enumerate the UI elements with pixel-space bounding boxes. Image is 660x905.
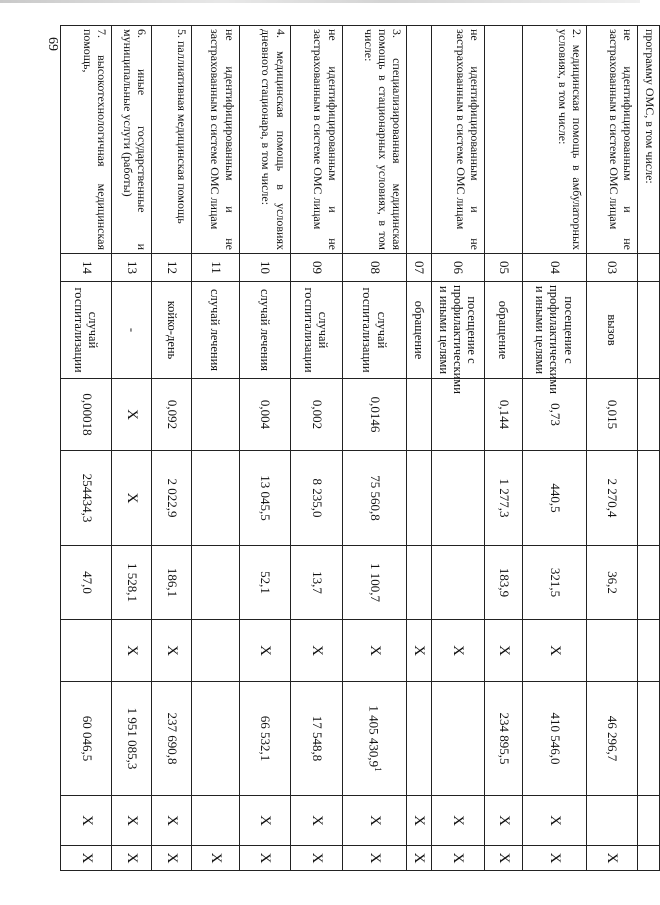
row-col7 (61, 620, 112, 682)
row-unit: посещение с профилактическими и иными целями (522, 282, 586, 379)
row-col7 (191, 620, 239, 682)
table-row (342, 26, 406, 871)
row-unit: койко-день (151, 282, 191, 379)
row-col10: X (586, 846, 637, 871)
row-col9: X (431, 796, 484, 846)
table-row (290, 26, 342, 871)
table-row (637, 26, 659, 871)
row-unit: случай госпитализации (61, 282, 112, 379)
row-col10: X (484, 846, 522, 871)
row-unit: вызов (586, 282, 637, 379)
row-code: 08 (342, 254, 406, 282)
row-norm: 0,002 (290, 379, 342, 451)
row-cost-per-unit: 440,5 (522, 451, 586, 546)
row-name: 5. паллиативная медицинская помощь (151, 26, 191, 254)
table-row (522, 26, 586, 871)
table-row (239, 26, 290, 871)
row-col7: X (290, 620, 342, 682)
row-col7: X (431, 620, 484, 682)
row-norm: 0,73 (522, 379, 586, 451)
row-cost-per-capita (191, 546, 239, 620)
row-norm: 0,00018 (61, 379, 112, 451)
row-cost-per-unit: 1 277,3 (484, 451, 522, 546)
row-unit: - (112, 282, 152, 379)
row-name: 2. медицинская помощь в амбулаторных условиях, в том числе: (522, 26, 586, 254)
row-unit: случай лечения (239, 282, 290, 379)
row-total: 60 046,5 (61, 682, 112, 796)
row-name: не идентифицированным и не застрахованным в системе ОМС лицам (191, 26, 239, 254)
row-col9: X (406, 796, 431, 846)
row-total: 46 296,7 (586, 682, 637, 796)
row-code: 12 (151, 254, 191, 282)
table-row (61, 26, 112, 871)
row-norm: X (112, 379, 152, 451)
row-col7 (586, 620, 637, 682)
row-code: 06 (431, 254, 484, 282)
row-total: 1 951 085,3 (112, 682, 152, 796)
row-col7: X (406, 620, 431, 682)
row-cost-per-unit: 2 270,4 (586, 451, 637, 546)
row-col7: X (484, 620, 522, 682)
row-col9: X (239, 796, 290, 846)
row-cost-per-capita (431, 546, 484, 620)
row-norm (191, 379, 239, 451)
row-cost-per-capita: 13,7 (290, 546, 342, 620)
row-norm: 0,092 (151, 379, 191, 451)
table-row (431, 26, 484, 871)
row-cost-per-capita (406, 546, 431, 620)
row-cost-per-unit (191, 451, 239, 546)
row-unit: посещение с профилактическими и иными целями (431, 282, 484, 379)
row-col7 (637, 620, 659, 682)
row-total (406, 682, 431, 796)
row-unit: случай госпитализации (290, 282, 342, 379)
row-cost-per-unit: 8 235,0 (290, 451, 342, 546)
row-col7: X (239, 620, 290, 682)
row-code: 09 (290, 254, 342, 282)
row-total: 234 895,5 (484, 682, 522, 796)
row-col9: X (151, 796, 191, 846)
row-total: 1 405 430,9$^1$ (342, 682, 406, 796)
row-norm (637, 379, 659, 451)
row-code: 05 (484, 254, 522, 282)
row-cost-per-capita: 36,2 (586, 546, 637, 620)
row-name (484, 26, 522, 254)
row-col9: X (61, 796, 112, 846)
row-norm: 0,015 (586, 379, 637, 451)
row-col7: X (522, 620, 586, 682)
row-code: 10 (239, 254, 290, 282)
row-col7: X (151, 620, 191, 682)
row-total: 17 548,8 (290, 682, 342, 796)
row-cost-per-unit: 254434,3 (61, 451, 112, 546)
row-name: не идентифицированным и не застрахованным в системе ОМС лицам (586, 26, 637, 254)
row-cost-per-capita: 47,0 (61, 546, 112, 620)
table-row (406, 26, 431, 871)
row-name: программу ОМС, в том числе: (637, 26, 659, 254)
row-total (637, 682, 659, 796)
row-total (431, 682, 484, 796)
row-cost-per-capita: 183,9 (484, 546, 522, 620)
row-code: 07 (406, 254, 431, 282)
financing-table (60, 25, 660, 871)
row-name: 7. высокотехнологичная медицинская помощь, (61, 26, 112, 254)
row-col10: X (61, 846, 112, 871)
row-name: 4. медицинская помощь в условиях дневного стационара, в том числе: (239, 26, 290, 254)
row-norm: 0,0146 (342, 379, 406, 451)
row-col9 (637, 796, 659, 846)
row-code: 03 (586, 254, 637, 282)
row-col9: X (484, 796, 522, 846)
row-code: 11 (191, 254, 239, 282)
row-cost-per-capita (637, 546, 659, 620)
row-code: 13 (112, 254, 152, 282)
table-row (484, 26, 522, 871)
row-unit: случай госпитализации (342, 282, 406, 379)
row-col10: X (290, 846, 342, 871)
row-cost-per-unit (406, 451, 431, 546)
row-unit: обращение (406, 282, 431, 379)
row-col9 (586, 796, 637, 846)
row-cost-per-unit: 13 045,5 (239, 451, 290, 546)
row-name (406, 26, 431, 254)
row-total (191, 682, 239, 796)
row-col10: X (239, 846, 290, 871)
row-norm: 0,144 (484, 379, 522, 451)
row-cost-per-capita: 1 528,1 (112, 546, 152, 620)
row-col9: X (522, 796, 586, 846)
row-col10: X (406, 846, 431, 871)
row-name: 3. специализированная медицинская помощь в стационарных условиях, в том числе: (342, 26, 406, 254)
row-col10: X (191, 846, 239, 871)
row-cost-per-unit (637, 451, 659, 546)
row-cost-per-capita: 1 100,7 (342, 546, 406, 620)
row-unit (637, 282, 659, 379)
row-unit: обращение (484, 282, 522, 379)
page-number: 69 (45, 37, 60, 51)
row-code: 14 (61, 254, 112, 282)
row-cost-per-unit (431, 451, 484, 546)
row-cost-per-unit: X (112, 451, 152, 546)
row-norm (406, 379, 431, 451)
row-code (637, 254, 659, 282)
footnote-marker: 1 (372, 767, 383, 772)
row-code: 04 (522, 254, 586, 282)
row-cost-per-capita: 186,1 (151, 546, 191, 620)
row-col10: X (112, 846, 152, 871)
row-cost-per-unit: 2 022,9 (151, 451, 191, 546)
table-row (191, 26, 239, 871)
scan-edge-artifact (0, 0, 640, 3)
table-row (586, 26, 637, 871)
row-col9: X (290, 796, 342, 846)
row-cost-per-capita: 321,5 (522, 546, 586, 620)
row-col10: X (151, 846, 191, 871)
row-col10 (637, 846, 659, 871)
row-col10: X (431, 846, 484, 871)
row-name: не идентифицированным и не застрахованным в системе ОМС лицам (431, 26, 484, 254)
row-unit: случай лечения (191, 282, 239, 379)
row-total: 237 690,8 (151, 682, 191, 796)
row-name: 6. иные государственные и муниципальные услуги (работы) (112, 26, 152, 254)
table-row (112, 26, 152, 871)
row-cost-per-capita: 52,1 (239, 546, 290, 620)
row-col9: X (342, 796, 406, 846)
row-col10: X (342, 846, 406, 871)
row-total: 410 546,0 (522, 682, 586, 796)
row-col7: X (342, 620, 406, 682)
row-col9: X (112, 796, 152, 846)
row-name: не идентифицированным и не застрахованным в системе ОМС лицам (290, 26, 342, 254)
row-col10: X (522, 846, 586, 871)
row-total: 66 532,1 (239, 682, 290, 796)
rotated-page-area (60, 25, 660, 870)
row-cost-per-unit: 75 560,8 (342, 451, 406, 546)
row-col7: X (112, 620, 152, 682)
row-col9 (191, 796, 239, 846)
table-row (151, 26, 191, 871)
row-norm: 0,004 (239, 379, 290, 451)
